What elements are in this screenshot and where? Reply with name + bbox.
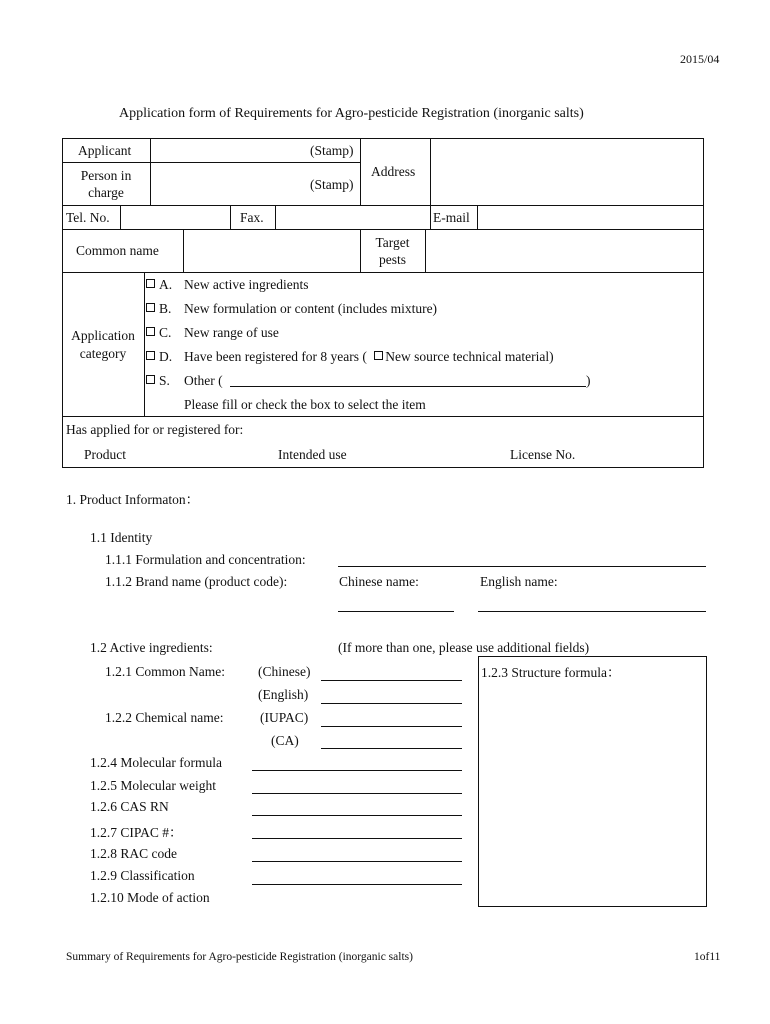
fax-field[interactable]: [278, 208, 428, 227]
formulation-label: 1.1.1 Formulation and concentration:: [105, 552, 306, 567]
target-pests-field[interactable]: [428, 232, 701, 270]
rac-code-label: 1.2.8 RAC code: [90, 846, 177, 861]
checkbox-icon[interactable]: [146, 327, 155, 336]
english-label: (English): [258, 687, 309, 702]
molecular-formula-field[interactable]: [252, 770, 462, 771]
category-b-text: New formulation or content (includes mixture): [184, 301, 438, 316]
chinese-name-label: Chinese name:: [339, 574, 419, 589]
category-option-b[interactable]: B.: [146, 301, 171, 317]
category-option-a[interactable]: A.: [146, 277, 172, 293]
common-name-label: Common name: [76, 243, 159, 258]
cipac-label: 1.2.7 CIPAC #：: [90, 825, 183, 840]
formulation-field[interactable]: [338, 566, 706, 567]
category-option-s[interactable]: S.: [146, 373, 170, 389]
new-source-checkbox-icon[interactable]: [374, 351, 383, 360]
active-ingredients-heading: 1.2 Active ingredients:: [90, 640, 213, 655]
tel-label: Tel. No.: [66, 210, 110, 225]
page-title: Application form of Requirements for Agro-pesticide Registration (inorganic salts): [119, 106, 584, 121]
fill-note: Please fill or check the box to select the item: [184, 397, 426, 412]
iupac-label: (IUPAC): [260, 710, 309, 725]
checkbox-icon[interactable]: [146, 351, 155, 360]
cipac-field[interactable]: [252, 838, 462, 839]
molecular-weight-field[interactable]: [252, 793, 462, 794]
category-a-text: New active ingredients: [184, 277, 309, 292]
chinese-name-field[interactable]: [338, 611, 454, 612]
category-s-close: ): [586, 373, 591, 388]
other-input-line[interactable]: [230, 386, 586, 387]
has-applied-label: Has applied for or registered for:: [66, 422, 244, 437]
chinese-label: (Chinese): [258, 664, 311, 679]
checkbox-icon[interactable]: [146, 279, 155, 288]
email-label: E-mail: [433, 210, 470, 225]
structure-formula-label: 1.2.3 Structure formula：: [481, 665, 621, 680]
chemical-name-iupac-field[interactable]: [321, 726, 462, 727]
applicant-label: Applicant: [78, 143, 132, 158]
application-category-label: Application category: [71, 328, 135, 361]
brand-name-label: 1.1.2 Brand name (product code):: [105, 574, 288, 589]
cas-rn-field[interactable]: [252, 815, 462, 816]
cas-rn-label: 1.2.6 CAS RN: [90, 799, 169, 814]
mode-of-action-label: 1.2.10 Mode of action: [90, 890, 210, 905]
document-date: 2015/04: [680, 52, 720, 66]
chemical-name-heading: 1.2.2 Chemical name:: [105, 710, 224, 725]
molecular-formula-label: 1.2.4 Molecular formula: [90, 755, 222, 770]
tel-field[interactable]: [123, 208, 228, 227]
category-d-text: Have been registered for 8 years ( New source technical material): [184, 349, 554, 364]
common-name-field[interactable]: [186, 232, 358, 270]
address-field[interactable]: [433, 141, 701, 203]
rac-code-field[interactable]: [252, 861, 462, 862]
common-name-chinese-field[interactable]: [321, 680, 462, 681]
english-name-field[interactable]: [478, 611, 706, 612]
email-field[interactable]: [480, 208, 701, 227]
category-option-d[interactable]: D.: [146, 349, 172, 365]
molecular-weight-label: 1.2.5 Molecular weight: [90, 778, 216, 793]
english-name-label: English name:: [480, 574, 558, 589]
category-c-text: New range of use: [184, 325, 279, 340]
common-name-english-field[interactable]: [321, 703, 462, 704]
checkbox-icon[interactable]: [146, 303, 155, 312]
common-name-heading: 1.2.1 Common Name:: [105, 664, 225, 679]
applicant-stamp-label: (Stamp): [310, 143, 354, 158]
footer-summary: Summary of Requirements for Agro-pesticide Registration (inorganic salts): [66, 951, 413, 963]
page-number: 1of11: [694, 951, 721, 963]
fax-label: Fax.: [240, 210, 264, 225]
structure-formula-box[interactable]: [478, 656, 707, 907]
classification-field[interactable]: [252, 884, 462, 885]
person-in-charge-stamp-label: (Stamp): [310, 177, 354, 192]
target-pests-label: Target pests: [375, 235, 410, 267]
classification-label: 1.2.9 Classification: [90, 868, 195, 883]
checkbox-icon[interactable]: [146, 375, 155, 384]
category-s-text: Other (: [184, 373, 223, 388]
address-label: Address: [371, 164, 416, 179]
chemical-name-ca-field[interactable]: [321, 748, 462, 749]
ca-label: (CA): [271, 733, 299, 748]
column-intended-use: Intended use: [278, 447, 347, 462]
column-license-no: License No.: [510, 447, 576, 462]
identity-heading: 1.1 Identity: [90, 530, 153, 545]
section-heading: 1. Product Informaton：: [66, 492, 200, 507]
category-option-c[interactable]: C.: [146, 325, 171, 341]
person-in-charge-label: Person in charge: [80, 168, 132, 200]
additional-fields-note: (If more than one, please use additional fields): [338, 640, 590, 655]
column-product: Product: [84, 447, 126, 462]
